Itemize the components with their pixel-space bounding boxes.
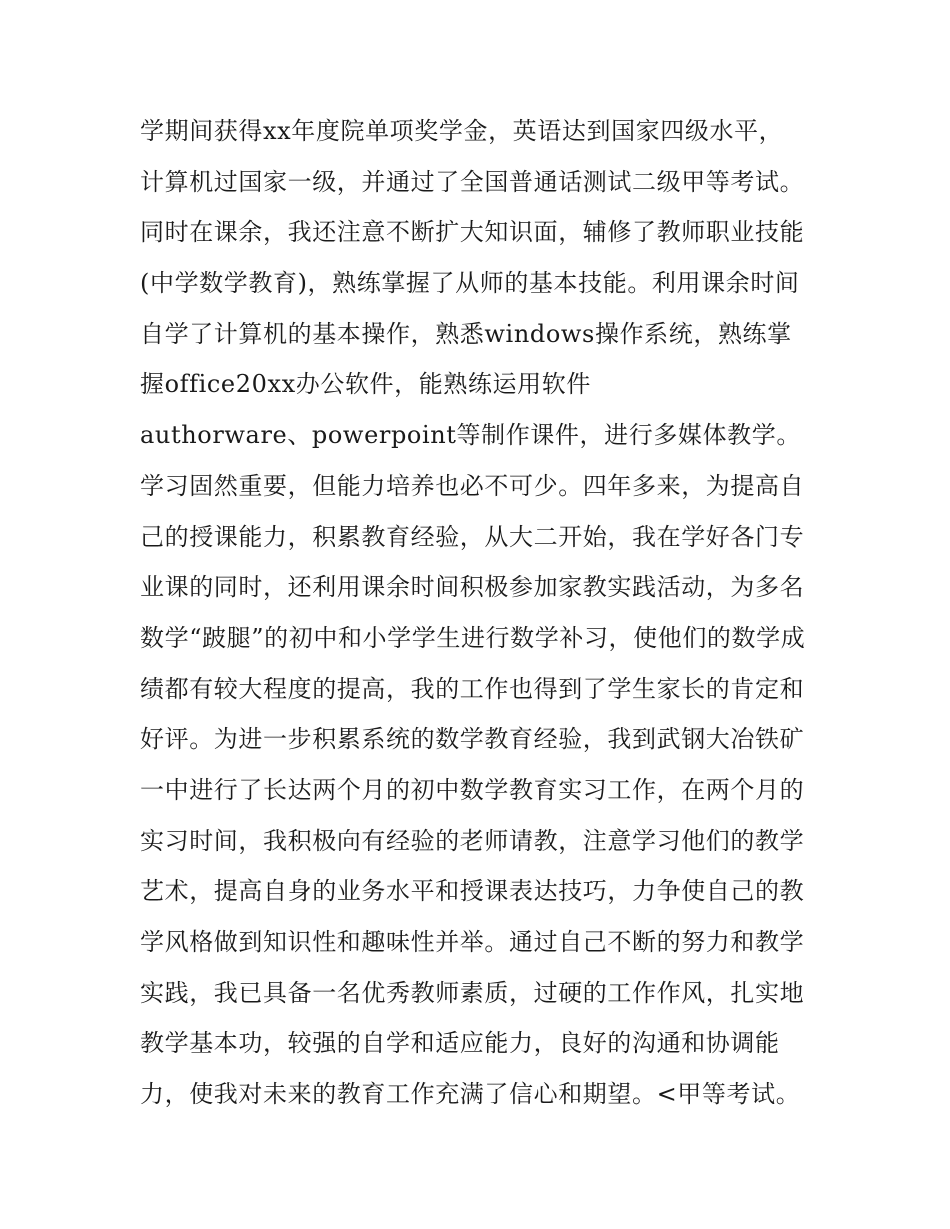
body-text bbox=[140, 106, 830, 1120]
text-line: 实践，我已具备一名优秀教师素质，过硬的工作作风，扎实地 bbox=[140, 978, 805, 1007]
text-line: 学期间获得xx年度院单项奖学金，英语达到国家四级水平， bbox=[140, 117, 784, 145]
text-line: 一中进行了长达两个月的初中数学教育实习工作，在两个月的 bbox=[140, 775, 805, 804]
text-line: 教学基本功，较强的自学和适应能力，良好的沟通和协调能 bbox=[140, 1029, 780, 1058]
text-line: 艺术，提高自身的业务水平和授课表达技巧，力争使自己的教 bbox=[140, 877, 805, 906]
text-line: 数学“跛腿”的初中和小学学生进行数学补习，使他们的数学成 bbox=[140, 623, 806, 652]
text-line: 计算机过国家一级，并通过了全国普通话测试二级甲等考试。 bbox=[140, 167, 805, 196]
text-line: 好评。为进一步积累系统的数学教育经验，我到武钢大冶铁矿 bbox=[140, 725, 805, 754]
text-line: 同时在课余，我还注意不断扩大知识面，辅修了教师职业技能 bbox=[140, 218, 805, 247]
text-line: 实习时间，我积极向有经验的老师请教，注意学习他们的教学 bbox=[140, 826, 805, 855]
text-line: 自学了计算机的基本操作，熟悉windows操作系统，熟练掌 bbox=[140, 319, 792, 348]
text-line: 绩都有较大程度的提高，我的工作也得到了学生家长的肯定和 bbox=[140, 674, 805, 703]
text-line: authorware、powerpoint等制作课件，进行多媒体教学。 bbox=[140, 421, 801, 450]
text-line: 业课的同时，还利用课余时间积极参加家教实践活动，为多名 bbox=[140, 573, 805, 602]
text-line: 学习固然重要，但能力培养也必不可少。四年多来，为提高自 bbox=[140, 471, 805, 500]
text-line: 学风格做到知识性和趣味性并举。通过自己不断的努力和教学 bbox=[140, 928, 805, 956]
text-line: 力，使我对未来的教育工作充满了信心和期望。<甲等考试。 bbox=[140, 1080, 801, 1109]
text-line: (中学数学教育)，熟练掌握了从师的基本技能。利用课余时间 bbox=[140, 269, 800, 298]
text-line: 握office20xx办公软件，能熟练运用软件 bbox=[140, 370, 591, 399]
text-line: 己的授课能力，积累教育经验，从大二开始，我在学好各门专 bbox=[140, 522, 805, 551]
